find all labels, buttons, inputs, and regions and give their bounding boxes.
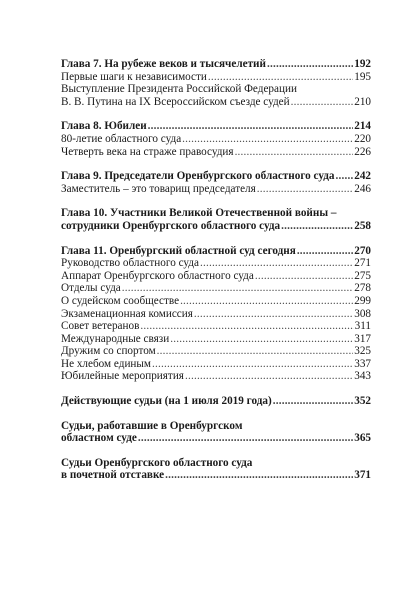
toc-entry-label: Отделы суда bbox=[61, 282, 121, 295]
table-of-contents bbox=[61, 58, 371, 482]
toc-entry bbox=[61, 183, 371, 196]
toc-leader-dots bbox=[273, 395, 354, 408]
toc-entry bbox=[61, 358, 371, 371]
toc-entry-page: 325 bbox=[354, 345, 371, 358]
toc-entry-former-judges bbox=[61, 432, 371, 445]
toc-entry-label: Экзаменационная комиссия bbox=[61, 307, 193, 320]
toc-leader-dots bbox=[281, 220, 353, 233]
toc-leader-dots bbox=[148, 120, 354, 133]
toc-entry-retired-judges bbox=[61, 469, 371, 482]
toc-entry-line1: Судьи Оренбургского областного суда bbox=[61, 456, 253, 469]
toc-entry-page: 195 bbox=[354, 70, 371, 83]
toc-leader-dots bbox=[140, 320, 353, 333]
toc-entry-page: 226 bbox=[354, 145, 371, 158]
toc-leader-dots bbox=[257, 183, 353, 196]
toc-entry-label: сотрудники Оренбургского областного суда bbox=[61, 219, 281, 232]
toc-entry bbox=[61, 370, 371, 383]
toc-entry-label: В. В. Путина на IX Всероссийском съезде судей bbox=[61, 95, 290, 108]
toc-entry bbox=[61, 345, 371, 358]
toc-leader-dots bbox=[170, 333, 353, 346]
toc-entry bbox=[61, 320, 371, 333]
toc-leader-dots bbox=[208, 71, 353, 84]
toc-entry-page: 299 bbox=[354, 294, 371, 307]
toc-entry-page: 242 bbox=[354, 170, 371, 183]
toc-entry-line1: Судьи, работавшие в Оренбургском bbox=[61, 419, 243, 432]
toc-entry-page: 214 bbox=[354, 120, 371, 133]
toc-entry-label: Глава 11. Оренбургский областной суд сегодня bbox=[61, 244, 296, 257]
toc-leader-dots bbox=[165, 469, 353, 482]
toc-entry bbox=[61, 308, 371, 321]
toc-entry-label: Глава 7. На рубеже веков и тысячелетий bbox=[61, 58, 266, 70]
toc-entry bbox=[61, 270, 371, 283]
toc-entry-page: 308 bbox=[354, 307, 371, 320]
toc-entry-label: Глава 9. Председатели Оренбургского областного суда bbox=[61, 170, 335, 183]
toc-entry-page: 352 bbox=[354, 395, 371, 408]
toc-entry-line1: Глава 10. Участники Великой Отечественной войны – bbox=[61, 207, 337, 220]
toc-entry-page: 271 bbox=[354, 257, 371, 270]
toc-entry-label: Заместитель – это товарищ председателя bbox=[61, 182, 256, 195]
toc-entry bbox=[61, 333, 371, 346]
toc-entry-label: в почетной отставке bbox=[61, 469, 165, 482]
toc-entry-page: 337 bbox=[354, 357, 371, 370]
toc-entry-page: 192 bbox=[354, 58, 371, 70]
toc-entry-label: Руководство областного суда bbox=[61, 257, 199, 270]
toc-leader-dots bbox=[336, 170, 354, 183]
toc-entry-page: 371 bbox=[354, 469, 371, 482]
toc-leader-dots bbox=[291, 96, 354, 109]
toc-entry-chapter-10 bbox=[61, 220, 371, 233]
toc-entry-page: 343 bbox=[354, 370, 371, 383]
toc-entry-chapter-11 bbox=[61, 245, 371, 258]
toc-leader-dots bbox=[180, 295, 353, 308]
toc-leader-dots bbox=[297, 245, 353, 258]
toc-leader-dots bbox=[255, 270, 353, 283]
toc-entry bbox=[61, 282, 371, 295]
toc-entry-active-judges bbox=[61, 395, 371, 408]
toc-leader-dots bbox=[122, 282, 353, 295]
toc-entry-page: 246 bbox=[354, 182, 371, 195]
toc-entry-chapter-8 bbox=[61, 120, 371, 133]
toc-leader-dots bbox=[194, 308, 353, 321]
toc-entry-line1: Выступление Президента Российской Федерации bbox=[61, 83, 297, 96]
toc-entry-chapter-9 bbox=[61, 170, 371, 183]
toc-leader-dots bbox=[138, 432, 353, 445]
toc-entry-label: Четверть века на страже правосудия bbox=[61, 145, 234, 158]
toc-entry-label: Международные связи bbox=[61, 332, 170, 345]
toc-entry-label: 80-летие областного суда bbox=[61, 132, 182, 145]
toc-entry-label: областном суде bbox=[61, 432, 137, 445]
toc-entry-page: 317 bbox=[354, 332, 371, 345]
toc-entry-page: 220 bbox=[354, 132, 371, 145]
toc-entry-label: Действующие судьи (на 1 июля 2019 года) bbox=[61, 395, 272, 408]
toc-entry bbox=[61, 133, 371, 146]
toc-entry-page: 311 bbox=[354, 320, 371, 333]
toc-entry-label: Не хлебом единым bbox=[61, 357, 152, 370]
toc-leader-dots bbox=[152, 358, 353, 371]
toc-entry-label: Глава 8. Юбилеи bbox=[61, 120, 147, 133]
toc-entry-page: 275 bbox=[354, 269, 371, 282]
toc-leader-dots bbox=[182, 133, 353, 146]
toc-entry-page: 365 bbox=[354, 432, 371, 445]
toc-entry-page: 210 bbox=[354, 95, 371, 108]
toc-leader-dots bbox=[267, 58, 353, 71]
toc-entry-chapter-7 bbox=[61, 58, 371, 71]
toc-entry-label: Совет ветеранов bbox=[61, 320, 140, 333]
toc-entry bbox=[61, 71, 371, 84]
toc-entry-label: Дружим со спортом bbox=[61, 345, 156, 358]
toc-leader-dots bbox=[200, 257, 353, 270]
toc-entry-page: 258 bbox=[354, 219, 371, 232]
toc-leader-dots bbox=[185, 370, 353, 383]
toc-leader-dots bbox=[157, 345, 354, 358]
toc-entry-page: 278 bbox=[354, 282, 371, 295]
toc-entry-label: Первые шаги к независимости bbox=[61, 70, 207, 83]
toc-entry bbox=[61, 257, 371, 270]
toc-entry-label: Юбилейные мероприятия bbox=[61, 370, 184, 383]
toc-entry-page: 270 bbox=[354, 244, 371, 257]
toc-leader-dots bbox=[235, 146, 354, 159]
toc-entry bbox=[61, 146, 371, 159]
toc-entry bbox=[61, 96, 371, 109]
toc-entry-label: Аппарат Оренбургского областного суда bbox=[61, 269, 254, 282]
toc-entry bbox=[61, 295, 371, 308]
toc-entry-label: О судейском сообществе bbox=[61, 294, 180, 307]
